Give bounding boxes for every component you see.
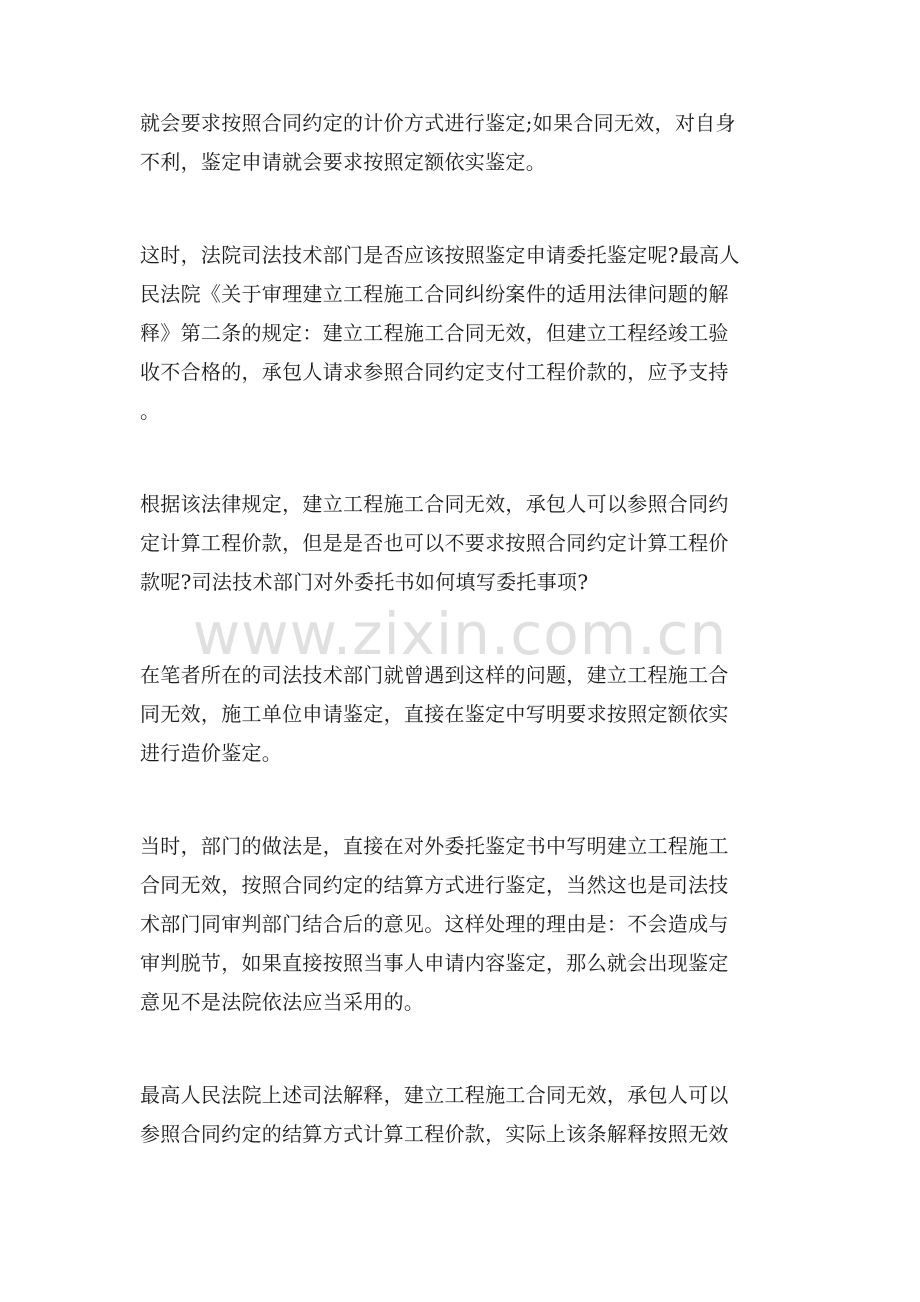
text-line: 同无效，施工单位申请鉴定，直接在鉴定中写明要求按照定额依实 xyxy=(140,702,729,726)
paragraph-2 xyxy=(140,236,780,431)
text-line: 不利，鉴定申请就会要求按照定额依实鉴定。 xyxy=(140,150,546,174)
text-line: 就会要求按照合同约定的计价方式进行鉴定;如果合同无效，对自身 xyxy=(140,111,736,135)
text-line: 民法院《关于审理建立工程施工合同纠纷案件的适用法律问题的解 xyxy=(140,282,729,306)
watermark: www.zixin.com.cn xyxy=(192,600,728,668)
paragraph-3 xyxy=(140,485,780,602)
text-line: 术部门同审判部门结合后的意见。这样处理的理由是：不会造成与 xyxy=(140,912,729,936)
text-line: 审判脱节，如果直接按照当事人申请内容鉴定，那么就会出现鉴定 xyxy=(140,951,729,975)
text-line: 收不合格的，承包人请求参照合同约定支付工程价款的，应予支持 xyxy=(140,360,729,384)
text-line: 释》第二条的规定：建立工程施工合同无效，但建立工程经竣工验 xyxy=(140,321,729,345)
text-line: 在笔者所在的司法技术部门就曾遇到这样的问题，建立工程施工合 xyxy=(140,663,729,687)
text-line: 。 xyxy=(140,399,161,423)
text-line: 最高人民法院上述司法解释，建立工程施工合同无效，承包人可以 xyxy=(140,1083,729,1107)
paragraph-1 xyxy=(140,104,780,182)
text-line: 款呢?司法技术部门对外委托书如何填写委托事项? xyxy=(140,570,589,594)
text-line: 参照合同约定的结算方式计算工程价款，实际上该条解释按照无效 xyxy=(140,1122,729,1146)
text-line: 当时，部门的做法是，直接在对外委托鉴定书中写明建立工程施工 xyxy=(140,834,729,858)
text-line: 合同无效，按照合同约定的结算方式进行鉴定，当然这也是司法技 xyxy=(140,873,729,897)
paragraph-6 xyxy=(140,1076,780,1154)
paragraph-5 xyxy=(140,827,780,1022)
text-line: 定计算工程价款，但是是否也可以不要求按照合同约定计算工程价 xyxy=(140,531,729,555)
document-body xyxy=(140,104,780,1208)
text-line: 根据该法律规定，建立工程施工合同无效，承包人可以参照合同约 xyxy=(140,492,729,516)
text-line: 进行造价鉴定。 xyxy=(140,741,283,765)
paragraph-4 xyxy=(140,656,780,773)
text-line: 这时，法院司法技术部门是否应该按照鉴定申请委托鉴定呢?最高人 xyxy=(140,243,740,267)
text-line: 意见不是法院依法应当采用的。 xyxy=(140,990,425,1014)
